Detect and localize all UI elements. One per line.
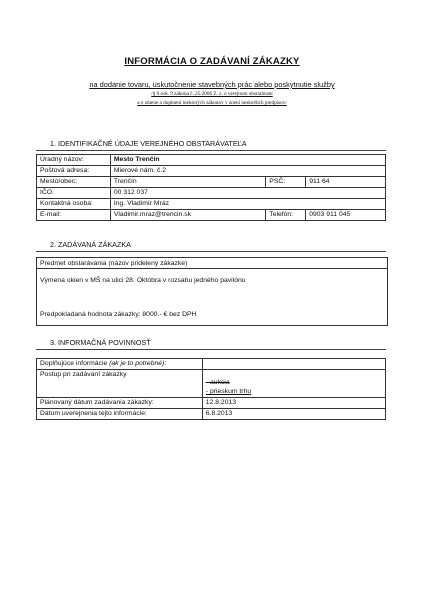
section3-divider [36, 349, 386, 350]
table-row [37, 370, 386, 398]
city-label: Mesto/obec: [37, 177, 111, 188]
planned-date-value: 12.8.2013 [202, 398, 385, 409]
law-reference-line2: a o zmene a doplnení niektorých zákonov v znení neskorších predpisov/ [137, 100, 287, 106]
table-row [37, 188, 386, 199]
postal-address-value: Mierové nám. č.2 [110, 166, 385, 177]
law-reference-line1: /§ 9 ods. 9 zákona č. 25/2006 Z. z. o verejnom obstarávaní [151, 91, 273, 97]
psc-label: PSČ: [266, 177, 306, 188]
official-name-label: Úradný názov: [37, 155, 111, 166]
section3-heading: 3. INFORMAČNÁ POVINNOSŤ [50, 338, 151, 347]
phone-label: Telefón: [266, 210, 306, 221]
section1-divider [36, 150, 386, 151]
procedure-options [202, 370, 385, 398]
city-value: Trenčín [110, 177, 265, 188]
official-name-value: Mesto Trenčín [110, 155, 385, 166]
section1-heading: 1. IDENTIFIKAČNÉ ÚDAJE VEREJNÉHO OBSTARÁVATEĽA [50, 139, 247, 148]
contract-subject-box [36, 257, 388, 326]
section2-heading: 2. ZADÁVANÁ ZÁKAZKA [50, 240, 131, 249]
contracting-authority-table [36, 154, 386, 221]
table-row [37, 199, 386, 210]
information-duty-table [36, 358, 386, 420]
email-value: Vladimir.mraz@trencin.sk [110, 210, 265, 221]
postal-address-label: Poštová adresa: [37, 166, 111, 177]
document-title: INFORMÁCIA O ZADÁVANÍ ZÁKAZKY [124, 56, 300, 67]
extra-info-value [202, 359, 385, 370]
procedure-label: Postup pri zadávaní zákazky [37, 370, 203, 398]
email-label: E-mail: [37, 210, 111, 221]
table-row [37, 398, 386, 409]
contact-person-label: Kontaktná osoba: [37, 199, 111, 210]
published-date-label: Dátum uverejnenia tejto informácie: [37, 409, 203, 420]
table-row [37, 155, 386, 166]
procedure-option-market-survey: - prieskum trhu [205, 388, 252, 395]
published-date-value: 6.8.2013 [202, 409, 385, 420]
extra-info-label: Doplňujúce informácie (ak je to potrebné): [37, 359, 203, 370]
subject-label: Predmet obstarávania (názov pridelený zákazke) [37, 258, 387, 269]
contact-person-value: Ing. Vladimír Mráz [110, 199, 385, 210]
procedure-option-auction: - aukcia [205, 379, 230, 386]
section2-divider [36, 251, 386, 252]
psc-value: 911 64 [306, 177, 386, 188]
table-row [37, 359, 386, 370]
estimated-value: Predpokladaná hodnota zákazky: 8000.- € bez DPH [40, 311, 197, 318]
ico-label: IČO: [37, 188, 111, 199]
table-row [37, 177, 386, 188]
table-row [37, 409, 386, 420]
document-subtitle: na dodanie tovaru, uskutočnenie stavebných prác alebo poskytnutie služby [89, 80, 335, 89]
table-row [37, 166, 386, 177]
planned-date-label: Plánovaný dátum zadávania zákazky: [37, 398, 203, 409]
phone-value: 0903 911 045 [306, 210, 386, 221]
table-row [37, 210, 386, 221]
subject-value: Výmena okien v MŠ na ulici 28. Októbra v rozsahu jedného pavilónu [40, 277, 246, 284]
ico-value: 00 312 037 [110, 188, 385, 199]
